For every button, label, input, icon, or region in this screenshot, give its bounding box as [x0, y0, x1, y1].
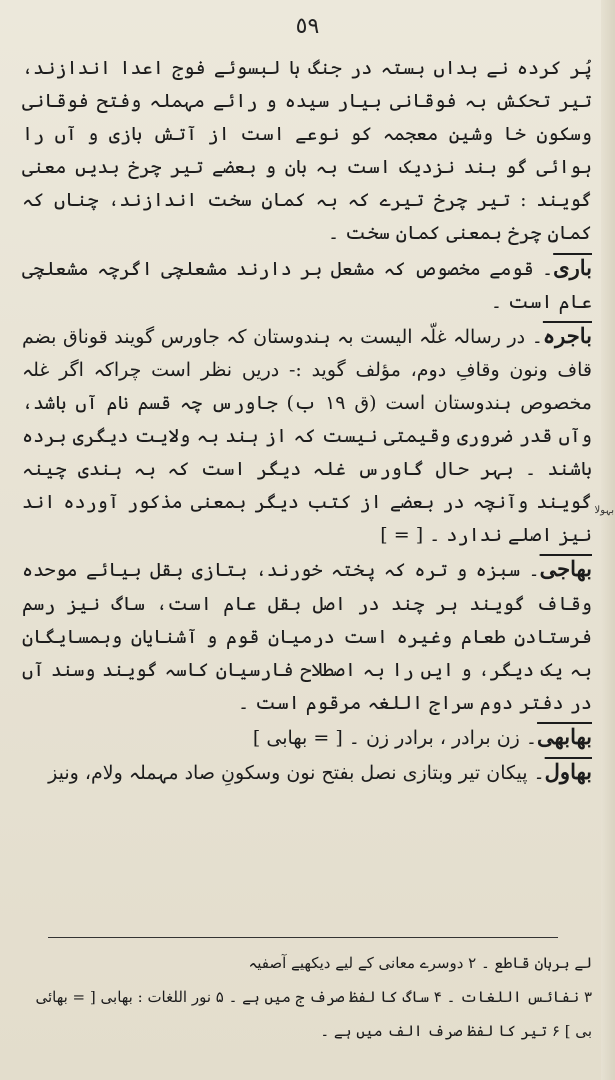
page-edge	[601, 0, 615, 1080]
entry-headword: باجرہ	[542, 322, 592, 348]
entry-bajra	[22, 319, 592, 553]
footnote-line: ۳ نفائس اللغات ۔ ۴ ساگ کا لفظ صرف ج میں ہے ۔ ۵ نور اللغات : بھابی [ = بھائی	[35, 988, 592, 1006]
entry-bhaji	[22, 552, 592, 719]
entry-bhabhi	[22, 720, 592, 755]
entry-headword: بھابھی	[537, 723, 592, 749]
entry-definition: ۔ قومے مخصوص کہ مشعل بر دارند مشعلچی اگرچہ مشعلچی عام است ۔	[22, 257, 592, 313]
margin-annotation: بہولا	[594, 505, 614, 516]
entry-definition: ۔ زن برادر ، برادر زن ۔ [ = بھابی ]	[252, 726, 538, 749]
footnote-line: لے برہان قاطع ۔ ۲ دوسرے معانی کے لیے دیکھیے آصفیہ	[248, 954, 592, 972]
entry-definition: ۔ پیکان تیر وبتازی نصل بفتح نون وسکونِ صاد مہملہ ولام، ونیز	[48, 761, 545, 784]
entry-bari	[22, 251, 592, 319]
footnote-divider	[48, 937, 558, 938]
page-number: ٥٩	[295, 14, 320, 39]
entry-headword: بھاول	[544, 758, 592, 784]
paragraph-intro	[22, 52, 592, 251]
entry-bhawal	[22, 755, 592, 790]
entry-definition: ۔ سبزہ و ترہ کہ پختہ خورند، بتازی بقل بیائے موحدہ وقاف گویند ہر چند در اصل بقل عام است، ساگ نیز رسم فرستادنِ طعام وغیرہ است درمیان قوم و آشنایان وہمسایگان بہ یک دیگر، و ایں را بہ اصطلاح فارسیان کاسہ گویند وسند آں در دفتر دوم سراج اللغہ مرقوم است ۔	[22, 559, 592, 714]
paragraph-text: پُر کردہ نے بداں بستہ در جنگ ہا لبسوئے فوج اعدا اندازند، تیر تحکش بہ فوقانی بیار سیدہ و رائے مہملہ وفتح فوقانی وسکون خا وشین معجمہ کو نوعے است از آتش بازی و آں را ہوائی گو بند نزدیک است بہ بان و بعضے تیر چرخ بدیں معنی گویند : تیر چرخ تیرے کہ بہ کمانِ سخت اندازند، چناں کہ کمانِ چرخ بمعنی کمان سخت ۔	[22, 57, 592, 245]
entry-headword: بھاجی	[539, 556, 592, 582]
entry-definition: ۔ در رسالہ غلّہ الیست بہ ہندوستان کہ جاورس گویند قوناق بضم قاف ونون وقافِ دوم، مؤلف گوید :- دریں نظر است چراکہ اگر غلہ مخصوص ہندوستان است (ق ۱۹ ب) جاورس چہ قسم نام آں باشد، وآں قدر ضروری وقیمتی نیست کہ از ہند بہ ولایت دیگری بردہ باشند ۔ بہر حال گاورس غلہ دیگر است کہ بہ ہندی چینہ گویند وآنچہ در بعضے از کتب دیگر بمعنی مذکور آوردہ اند نیز اصلے ندارد ۔ [ = ]	[22, 325, 592, 547]
entry-headword: باری	[553, 254, 592, 280]
main-text	[22, 52, 592, 790]
footnotes	[22, 946, 592, 1048]
footnote-line: بی ] ۶ تیر کا لفظ صرف الف میں ہے ۔	[320, 1022, 592, 1040]
